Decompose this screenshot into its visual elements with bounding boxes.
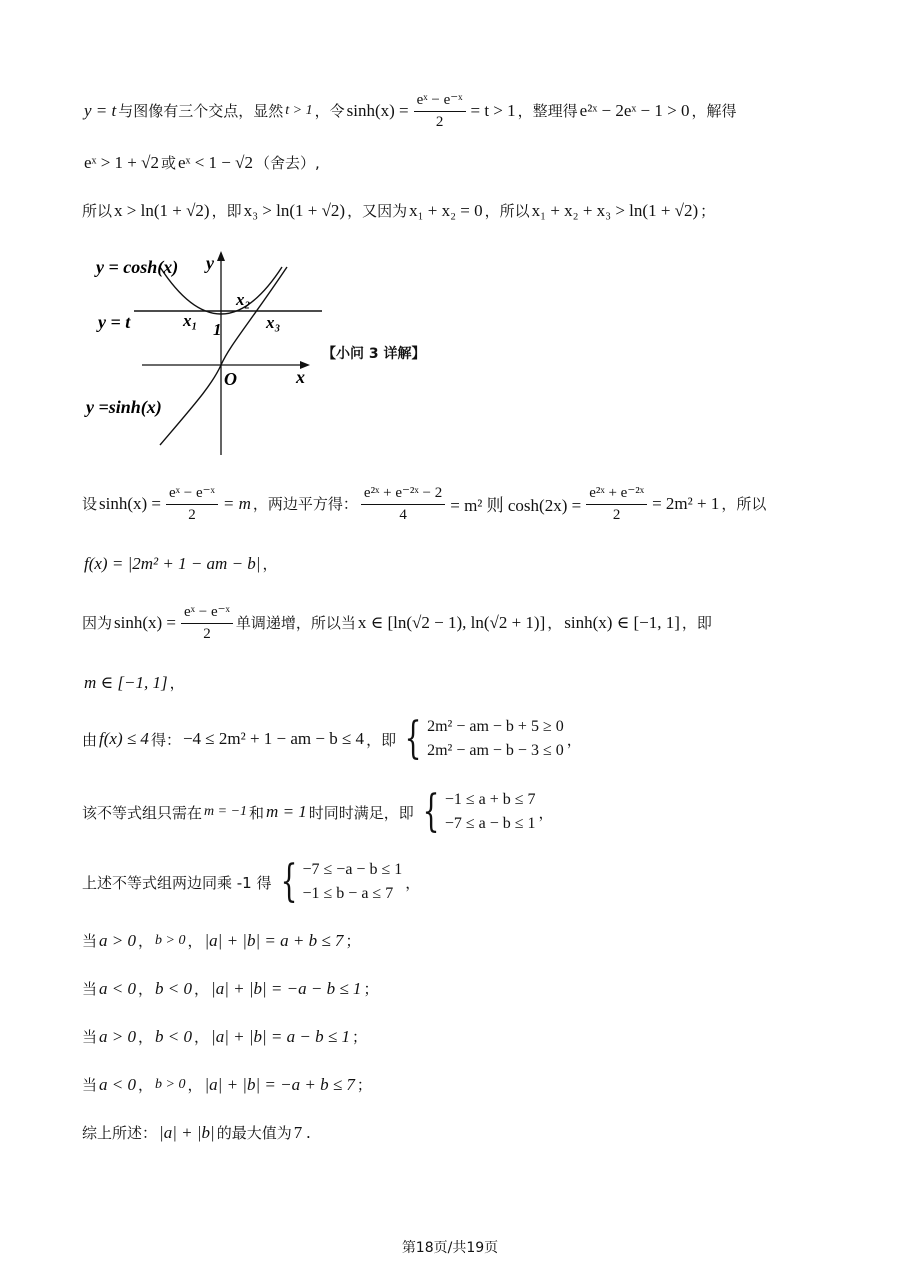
text: ， <box>566 730 582 749</box>
solution-line-13 <box>82 1026 367 1047</box>
y-axis-arrow-icon <box>217 251 225 261</box>
solution-line-3 <box>82 200 715 221</box>
solution-line-6 <box>82 602 712 643</box>
denominator: 2 <box>203 626 211 642</box>
math: x₁ + x₂ = 0 <box>409 200 483 220</box>
text: 所以 <box>82 202 113 220</box>
text: 当 <box>82 1028 98 1046</box>
brace: { <box>422 786 440 837</box>
math: x ∈ [ln(√2 − 1), ln(√2 + 1)] <box>357 612 546 632</box>
math: sinh(x) ∈ [−1, 1] <box>564 612 680 632</box>
page-footer: 第18页/共19页 <box>401 1240 499 1256</box>
text: ， <box>138 1028 154 1046</box>
hyperbolic-graph <box>82 245 322 460</box>
math: . <box>306 1122 311 1142</box>
sinh-curve <box>160 267 287 445</box>
math: = m² 则 cosh(2x) = <box>450 496 582 515</box>
text: 与图像有三个交点，显然 <box>118 102 284 120</box>
system-row: −7 ≤ a − b ≤ 1 <box>444 815 536 832</box>
denominator: 4 <box>399 507 407 523</box>
text: （舍去）, <box>254 154 320 172</box>
math: a < 0 <box>99 1074 136 1094</box>
math: e²ˣ − 2eˣ − 1 > 0 <box>579 100 690 120</box>
system-row: −1 ≤ b − a ≤ 7 <box>302 885 394 902</box>
text: 得： <box>150 730 181 749</box>
solution-line-15 <box>82 1122 312 1143</box>
math: −4 ≤ 2m² + 1 − am − b ≤ 4 <box>182 729 365 748</box>
math: sinh(x) = <box>99 493 162 513</box>
y-axis-label: y <box>206 253 214 273</box>
solution-line-1 <box>82 90 736 131</box>
math: m = 1 <box>266 802 307 821</box>
text: ， <box>187 932 203 950</box>
text: ，即 <box>366 730 397 749</box>
text: ， <box>169 674 185 692</box>
math: b > 0 <box>155 1076 186 1092</box>
text: ； <box>345 932 361 950</box>
solution-line-7 <box>82 672 185 693</box>
denominator: 2 <box>612 507 621 523</box>
math: sinh(x) = <box>114 612 177 632</box>
text: ， <box>547 614 563 632</box>
numerator: e²ˣ + e⁻²ˣ <box>586 483 647 505</box>
fraction <box>181 602 233 643</box>
text: ， <box>194 980 210 998</box>
origin-label: O <box>224 369 237 389</box>
math: x₃ > ln(1 + √2) <box>243 200 346 220</box>
text: 当 <box>82 980 98 998</box>
text: ，所以 <box>721 495 767 513</box>
brace: { <box>404 713 422 764</box>
solution-line-5 <box>82 553 278 574</box>
text: ； <box>700 202 716 220</box>
math: 7 <box>293 1122 303 1142</box>
text: 综上所述： <box>82 1124 158 1142</box>
solution-line-9 <box>82 788 554 836</box>
solution-line-14 <box>82 1074 372 1095</box>
text: ， <box>138 932 154 950</box>
math: = t > 1 <box>470 100 516 120</box>
math: |a| + |b| = −a + b ≤ 7 <box>204 1074 355 1094</box>
text: ，整理得 <box>517 102 578 120</box>
system-row: −1 ≤ a + b ≤ 7 <box>444 791 536 808</box>
system-row: 2m² − am − b − 3 ≤ 0 <box>427 742 564 759</box>
math: |a| + |b| = a − b ≤ 1 <box>211 1026 350 1046</box>
math: |a| + |b| <box>159 1122 215 1142</box>
fraction <box>361 483 445 524</box>
text: ， <box>138 980 154 998</box>
system-row: −7 ≤ −a − b ≤ 1 <box>302 861 403 878</box>
fraction <box>166 483 218 524</box>
fraction <box>414 90 466 131</box>
inequality-system <box>417 788 536 836</box>
math: |a| + |b| = a + b ≤ 7 <box>204 930 344 950</box>
text: ， <box>538 803 554 822</box>
math: |a| + |b| = −a − b ≤ 1 <box>211 978 362 998</box>
text: 或 <box>160 154 176 172</box>
text: ； <box>363 980 379 998</box>
text: 该不等式组只需在 <box>82 803 203 822</box>
math: b < 0 <box>155 978 192 998</box>
solution-line-10 <box>82 858 420 906</box>
text: ，两边平方得： <box>252 495 358 513</box>
numerator: eˣ − e⁻ˣ <box>414 90 466 112</box>
denominator: 2 <box>188 507 196 523</box>
math: sinh(x) = <box>346 100 409 120</box>
text: 和 <box>249 803 265 822</box>
math: f(x) = |2m² + 1 − am − b| <box>84 553 261 573</box>
section-tag: 【小问 3 详解】 <box>322 346 426 362</box>
text: ； <box>356 1076 372 1094</box>
sinh-label: y =sinh(x) <box>86 397 162 417</box>
text: ， <box>262 555 278 573</box>
text: 的最大值为 <box>216 1124 292 1142</box>
text: ，即 <box>211 202 242 220</box>
text: ； <box>351 1028 367 1046</box>
numerator: eˣ − e⁻ˣ <box>166 483 218 505</box>
math: a < 0 <box>99 978 136 998</box>
numerator: eˣ − e⁻ˣ <box>181 602 233 624</box>
text: ，即 <box>681 614 712 632</box>
text: ， <box>187 1076 203 1094</box>
math: eˣ < 1 − √2 <box>177 152 253 172</box>
math: eˣ > 1 + √2 <box>84 152 159 172</box>
math: t > 1 <box>285 102 313 118</box>
text: ，又因为 <box>347 202 408 220</box>
math: f(x) ≤ 4 <box>99 729 149 748</box>
x-axis-label: x <box>296 367 305 387</box>
math: = 2m² + 1 <box>652 493 720 513</box>
brace: { <box>280 856 297 907</box>
math: m ∈ [−1, 1] <box>84 672 168 692</box>
text: ，所以 <box>484 202 530 220</box>
math: b < 0 <box>155 1026 192 1046</box>
math: = m <box>222 493 251 513</box>
text: 设 <box>82 495 98 513</box>
text: 因为 <box>82 614 113 632</box>
text: ，令 <box>314 102 345 120</box>
text: ，解得 <box>691 102 737 120</box>
inequality-system <box>399 715 564 763</box>
fraction <box>586 483 647 524</box>
x2-label: x₂ <box>236 290 251 309</box>
math: m = −1 <box>204 804 248 819</box>
text: 当 <box>82 1076 98 1094</box>
solution-line-8 <box>82 715 582 763</box>
text: ， <box>405 873 421 892</box>
math: x > ln(1 + √2) <box>114 200 210 220</box>
t-label: y = t <box>98 312 131 332</box>
math: a > 0 <box>99 1026 136 1046</box>
text: 时同时满足，即 <box>308 803 414 822</box>
one-label: 1 <box>213 320 222 339</box>
text: 由 <box>82 730 98 749</box>
numerator: e²ˣ + e⁻²ˣ − 2 <box>361 483 445 505</box>
math: a > 0 <box>99 930 136 950</box>
math-y-eq-t: y = t <box>84 100 117 120</box>
text: ， <box>138 1076 154 1094</box>
text: ， <box>194 1028 210 1046</box>
system-row: 2m² − am − b + 5 ≥ 0 <box>427 718 564 735</box>
x1-label: x₁ <box>183 311 198 330</box>
x3-label: x₃ <box>266 313 281 332</box>
math: b > 0 <box>155 932 186 948</box>
solution-line-12 <box>82 978 378 999</box>
text: 上述不等式组两边同乘 -1 得 <box>82 873 272 892</box>
denominator: 2 <box>435 114 444 130</box>
text: 单调递增，所以当 <box>235 614 356 632</box>
inequality-system <box>275 858 403 906</box>
solution-line-11 <box>82 930 360 951</box>
text: 当 <box>82 932 98 950</box>
solution-line-2 <box>82 152 320 173</box>
solution-line-4 <box>82 483 766 524</box>
cosh-label: y = cosh(x) <box>96 257 179 277</box>
math: x₁ + x₂ + x₃ > ln(1 + √2) <box>531 200 699 220</box>
